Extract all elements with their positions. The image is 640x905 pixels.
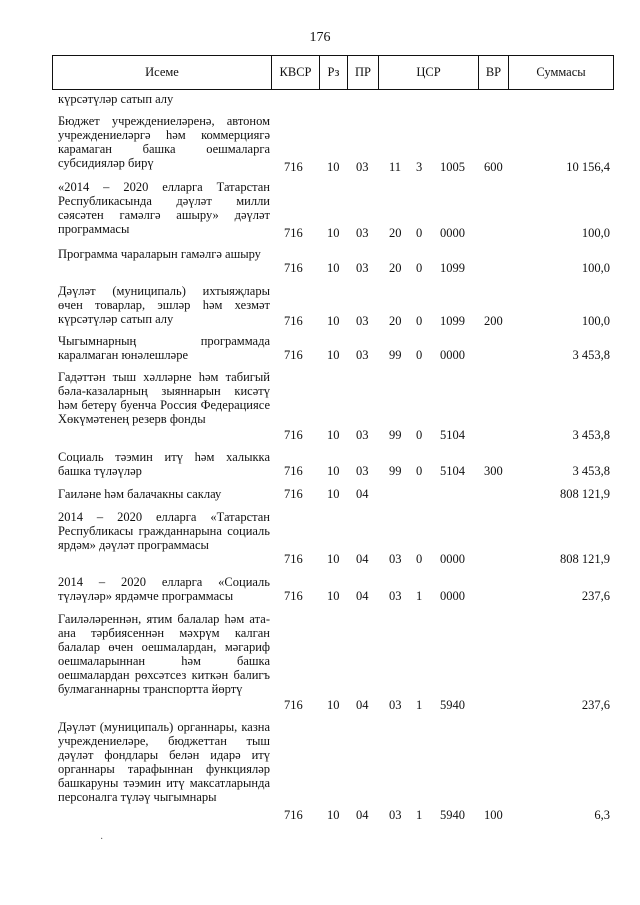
row-csr-2: 1	[416, 808, 423, 822]
row-pr: 03	[356, 348, 369, 362]
row-csr-2: 0	[416, 348, 423, 362]
row-sum: 808 121,9	[560, 552, 610, 566]
row-sum: 808 121,9	[560, 487, 610, 501]
continued-text: күрсәтүләр сатып алу	[58, 92, 174, 106]
continued-row	[0, 92, 640, 106]
row-name: Гадәттән тыш хәлләрне һәм табигый бәла-казаларның зыяннарын кисәтү һәм бетерү буенча Россия Федерациясе Хөкүмәтенең резерв фонды	[58, 370, 270, 426]
row-kvsr: 716	[284, 160, 303, 174]
row-pr: 03	[356, 428, 369, 442]
row-kvsr: 716	[284, 348, 303, 362]
row-pr: 04	[356, 808, 369, 822]
row-kvsr: 716	[284, 428, 303, 442]
row-rz: 10	[327, 348, 340, 362]
row-rz: 10	[327, 226, 340, 240]
table-row	[0, 450, 640, 478]
row-rz: 10	[327, 589, 340, 603]
table-row	[0, 180, 640, 240]
row-name: Социаль тәэмин итү һәм халыкка башка түләүләр	[58, 450, 270, 478]
row-csr-1: 03	[389, 808, 402, 822]
row-csr-2: 1	[416, 589, 423, 603]
row-csr-1: 99	[389, 464, 402, 478]
row-name: Дәүләт (муниципаль) ихтыяҗлары өчен товарлар, эшләр һәм хезмәт күрсәтүләр сатып алу	[58, 284, 270, 326]
table-row	[0, 575, 640, 603]
table-row	[0, 510, 640, 566]
header-kvsr: КВСР	[272, 56, 320, 89]
row-csr-1: 99	[389, 348, 402, 362]
row-name: 2014 – 2020 елларга «Татарстан Республикасы гражданнарына социаль ярдәм» дәүләт программасы	[58, 510, 270, 552]
row-name: Программа чараларын гамәлгә ашыру	[58, 247, 261, 261]
row-sum: 6,3	[594, 808, 610, 822]
row-csr-2: 0	[416, 428, 423, 442]
table-row	[0, 334, 640, 362]
row-csr-3: 5940	[440, 808, 465, 822]
header-vr: ВР	[479, 56, 509, 89]
row-csr-3: 1099	[440, 261, 465, 275]
row-name: Гаиләләреннән, ятим балалар һәм ата-ана тәрбиясеннән мәхрүм калган балалар өчен оешмалардан, мәгариф оешмаларыннан һәм башка оешмалардан рөхсәтсез киткән балигъ булмаганнарны транспортта йөртү	[58, 612, 270, 696]
row-pr: 04	[356, 552, 369, 566]
row-rz: 10	[327, 428, 340, 442]
row-rz: 10	[327, 464, 340, 478]
row-sum: 3 453,8	[572, 348, 610, 362]
table-row	[0, 284, 640, 326]
row-pr: 03	[356, 226, 369, 240]
row-name: Гаиләне һәм балачакны саклау	[58, 487, 222, 501]
row-name: Бюджет учреждениеләренә, автоном учреждениеләргә һәм коммерциягә карамаган башка оешмаларга субсидияләр бирү	[58, 114, 270, 170]
row-csr-3: 0000	[440, 589, 465, 603]
row-csr-3: 0000	[440, 348, 465, 362]
row-name: Чыгымнарның программада каралмаган юнәлешләре	[58, 334, 270, 362]
row-pr: 03	[356, 314, 369, 328]
row-rz: 10	[327, 487, 340, 501]
row-rz: 10	[327, 808, 340, 822]
row-csr-2: 3	[416, 160, 423, 174]
table-row	[0, 612, 640, 712]
row-csr-2: 0	[416, 552, 423, 566]
row-pr: 04	[356, 589, 369, 603]
row-pr: 03	[356, 464, 369, 478]
row-vr: 300	[484, 464, 503, 478]
row-csr-1: 03	[389, 698, 402, 712]
row-kvsr: 716	[284, 589, 303, 603]
row-pr: 04	[356, 487, 369, 501]
page-number: 176	[309, 30, 331, 45]
table-row	[0, 720, 640, 820]
row-kvsr: 716	[284, 261, 303, 275]
row-csr-1: 20	[389, 226, 402, 240]
row-pr: 03	[356, 261, 369, 275]
row-csr-3: 1005	[440, 160, 465, 174]
row-rz: 10	[327, 698, 340, 712]
row-kvsr: 716	[284, 314, 303, 328]
row-sum: 100,0	[581, 314, 610, 328]
table-row	[0, 487, 640, 501]
header-pr: ПР	[348, 56, 379, 89]
row-vr: 100	[484, 808, 503, 822]
row-csr-2: 0	[416, 464, 423, 478]
row-rz: 10	[327, 160, 340, 174]
row-csr-3: 0000	[440, 552, 465, 566]
row-kvsr: 716	[284, 808, 303, 822]
row-csr-2: 0	[416, 314, 423, 328]
row-kvsr: 716	[284, 226, 303, 240]
row-sum: 237,6	[581, 589, 610, 603]
row-rz: 10	[327, 261, 340, 275]
row-csr-2: 1	[416, 698, 423, 712]
row-name: Дәүләт (муниципаль) органнары, казна учреждениеләре, бюджеттан тыш дәүләт фондлары белән идарә итү органнары тарафыннан функцияләр башкаруны тәэмин итү максатларында персоналга түләү чыгымнары	[58, 720, 270, 804]
row-rz: 10	[327, 552, 340, 566]
row-pr: 03	[356, 160, 369, 174]
header-sum: Суммасы	[536, 65, 586, 79]
header-name: Исеме	[53, 56, 272, 89]
row-sum: 10 156,4	[566, 160, 610, 174]
table-row	[0, 370, 640, 442]
row-csr-3: 5104	[440, 464, 465, 478]
row-csr-1: 03	[389, 589, 402, 603]
row-csr-1: 99	[389, 428, 402, 442]
row-kvsr: 716	[284, 464, 303, 478]
row-kvsr: 716	[284, 552, 303, 566]
row-name: 2014 – 2020 елларга «Социаль түләүләр» ярдәмче программасы	[58, 575, 270, 603]
row-csr-1: 20	[389, 261, 402, 275]
row-csr-3: 5104	[440, 428, 465, 442]
row-kvsr: 716	[284, 487, 303, 501]
header-csr: ЦСР	[379, 56, 479, 89]
row-vr: 200	[484, 314, 503, 328]
table-row	[0, 114, 640, 174]
row-csr-1: 03	[389, 552, 402, 566]
row-csr-1: 20	[389, 314, 402, 328]
row-pr: 04	[356, 698, 369, 712]
row-sum: 3 453,8	[572, 464, 610, 478]
row-sum: 237,6	[581, 698, 610, 712]
row-sum: 3 453,8	[572, 428, 610, 442]
row-sum: 100,0	[581, 226, 610, 240]
row-csr-3: 1099	[440, 314, 465, 328]
row-rz: 10	[327, 314, 340, 328]
row-csr-1: 11	[389, 160, 402, 174]
table-row	[0, 247, 640, 275]
row-csr-3: 0000	[440, 226, 465, 240]
row-csr-2: 0	[416, 261, 423, 275]
row-name: «2014 – 2020 елларга Татарстан Республикасында дәүләт милли сәясәтен гамәлгә ашыру» дәүләт программасы	[58, 180, 270, 236]
row-sum: 100,0	[581, 261, 610, 275]
scan-speck: ·	[100, 834, 104, 845]
header-rz: Рз	[320, 56, 348, 89]
table-header	[52, 55, 614, 90]
row-csr-2: 0	[416, 226, 423, 240]
row-csr-3: 5940	[440, 698, 465, 712]
row-vr: 600	[484, 160, 503, 174]
row-kvsr: 716	[284, 698, 303, 712]
